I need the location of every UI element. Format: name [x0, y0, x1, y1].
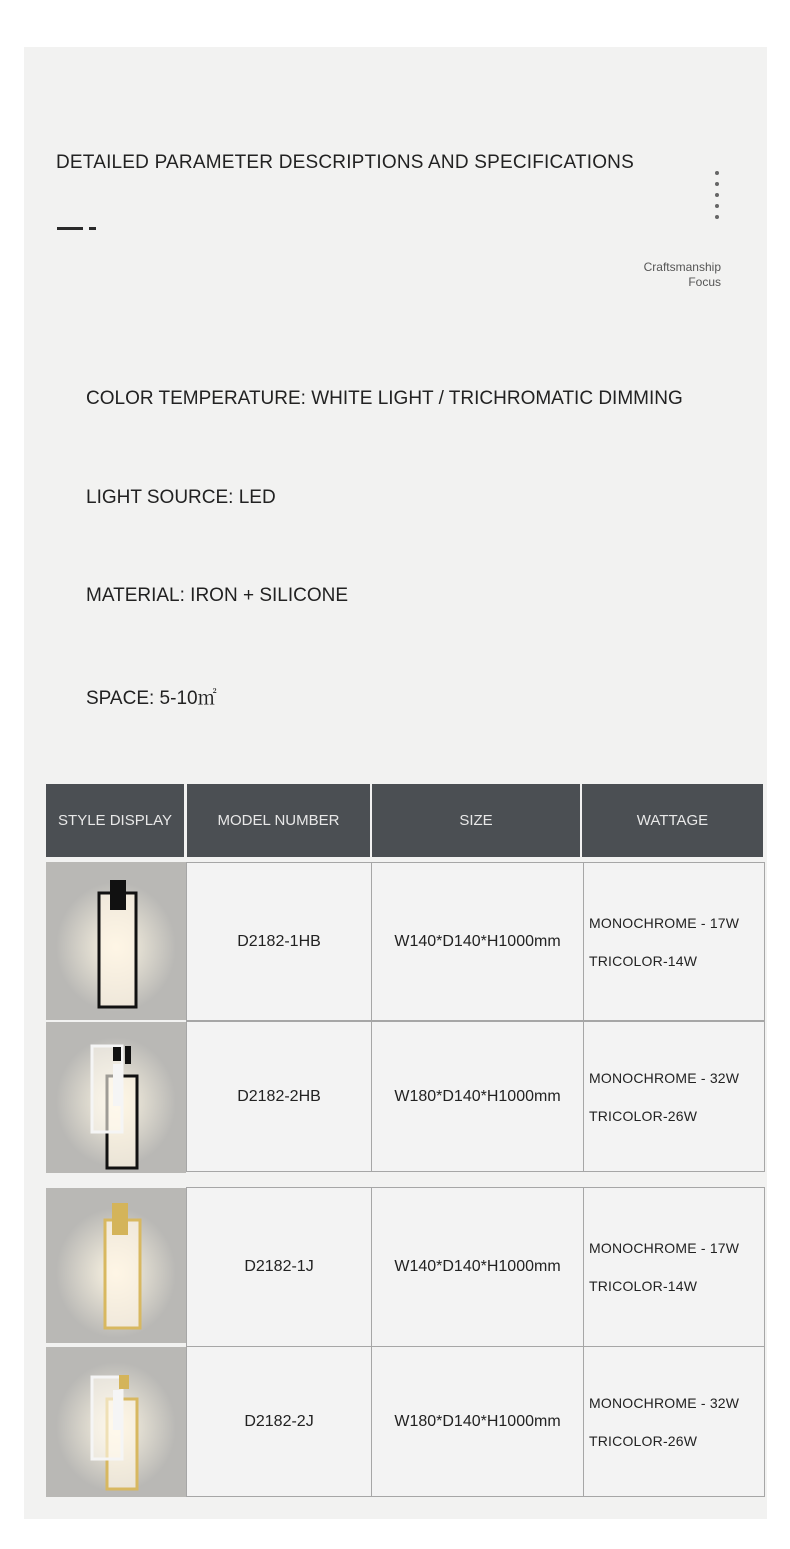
model-cell: D2182-2J — [186, 1346, 372, 1497]
tagline-line-2: Focus — [688, 275, 721, 289]
mount-block — [119, 1375, 129, 1389]
model-cell: D2182-1J — [186, 1187, 372, 1347]
product-photo-d2182-1hb — [46, 862, 186, 1020]
tagline-line-1: Craftsmanship — [643, 260, 721, 274]
header-style-display: STYLE DISPLAY — [46, 784, 184, 857]
wattage-monochrome: MONOCHROME - 32W — [589, 1069, 740, 1086]
frame-shape — [99, 893, 136, 1007]
mount-block — [125, 1046, 131, 1064]
size-cell: W140*D140*H1000mm — [371, 862, 584, 1021]
spec-light-source: LIGHT SOURCE: LED — [86, 487, 276, 508]
page-title: DETAILED PARAMETER DESCRIPTIONS AND SPECIFICATIONS — [56, 152, 634, 173]
wattage-cell — [583, 1346, 765, 1497]
model-cell: D2182-2HB — [186, 1021, 372, 1172]
frame-shape — [105, 1220, 140, 1328]
wattage-monochrome: MONOCHROME - 17W — [589, 1240, 740, 1256]
product-photo-d2182-1j — [46, 1188, 186, 1343]
header-model-number: MODEL NUMBER — [187, 784, 370, 857]
vertical-dots-icon — [715, 171, 721, 226]
wattage-cell — [583, 862, 765, 1021]
size-cell: W180*D140*H1000mm — [371, 1346, 584, 1497]
spec-color-temperature: COLOR TEMPERATURE: WHITE LIGHT / TRICHROMATIC DIMMING — [86, 388, 683, 409]
mount-block — [113, 1047, 121, 1061]
wattage-cell — [583, 1187, 765, 1347]
spec-space: SPACE: 5-10㎡ — [86, 688, 217, 709]
wattage-tricolor: TRICOLOR-14W — [589, 952, 698, 969]
mount-block — [112, 1203, 128, 1235]
product-photo-d2182-2j — [46, 1347, 186, 1497]
diffuser — [113, 1390, 123, 1430]
size-cell: W140*D140*H1000mm — [371, 1187, 584, 1347]
wattage-tricolor: TRICOLOR-14W — [589, 1278, 698, 1294]
title-underline-dot — [89, 227, 96, 230]
mount-block — [110, 880, 126, 910]
wattage-monochrome: MONOCHROME - 17W — [589, 914, 740, 931]
wattage-cell — [583, 1021, 765, 1172]
size-cell: W180*D140*H1000mm — [371, 1021, 584, 1172]
header-size: SIZE — [372, 784, 580, 857]
product-photo-d2182-2hb — [46, 1022, 186, 1173]
diffuser — [113, 1064, 123, 1106]
tagline — [644, 260, 721, 290]
header-wattage: WATTAGE — [582, 784, 763, 857]
model-cell: D2182-1HB — [186, 862, 372, 1021]
title-underline — [57, 227, 83, 230]
wattage-tricolor: TRICOLOR-26W — [589, 1107, 698, 1124]
spec-material: MATERIAL: IRON + SILICONE — [86, 585, 349, 606]
wattage-tricolor: TRICOLOR-26W — [589, 1432, 698, 1449]
wattage-monochrome: MONOCHROME - 32W — [589, 1394, 740, 1411]
